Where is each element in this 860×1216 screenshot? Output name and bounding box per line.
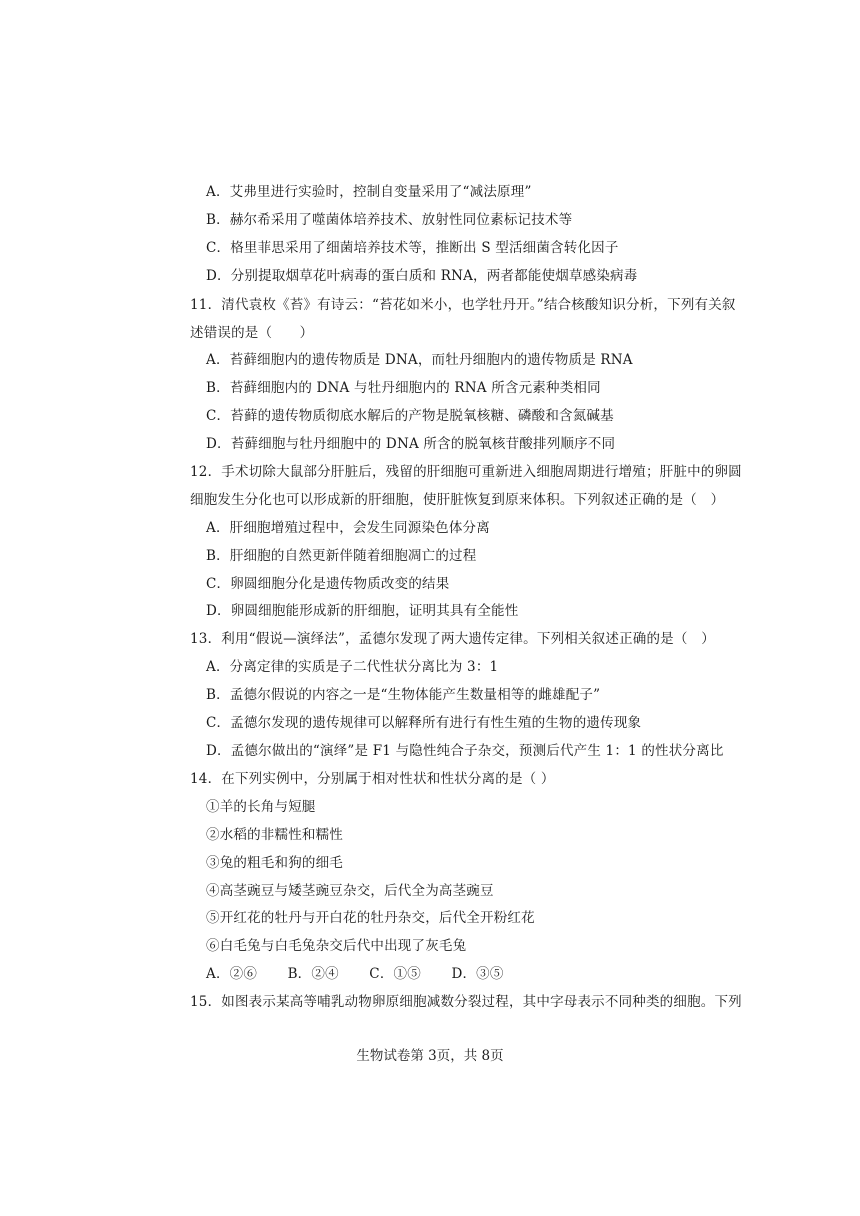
q10-option-c: C．格里菲思采用了细菌培养技术等，推断出 S 型活细菌含转化因子 [206,240,619,256]
q11-stem-line1: 11．清代袁枚《苔》有诗云：“苔花如米小，也学牡丹开。”结合核酸知识分析，下列有关叙 [190,297,736,313]
q10-option-a: A．艾弗里进行实验时，控制自变量采用了“减法原理” [206,184,532,200]
q11-option-a: A．苔藓细胞内的遗传物质是 DNA，而牡丹细胞内的遗传物质是 RNA [206,352,633,368]
q12-option-d: D．卵圆细胞能形成新的肝细胞，证明其具有全能性 [206,603,519,619]
q14-choice-d: D．③⑤ [451,966,504,982]
q10-option-d: D．分别提取烟草花叶病毒的蛋白质和 RNA，两者都能使烟草感染病毒 [206,268,638,284]
q14-choice-c: C．①⑤ [369,966,421,982]
q14-item-2: ②水稻的非糯性和糯性 [206,827,343,843]
q11-option-b: B．苔藓细胞内的 DNA 与牡丹细胞内的 RNA 所含元素种类相同 [206,380,601,396]
q12-option-b: B．肝细胞的自然更新伴随着细胞凋亡的过程 [206,548,477,564]
q10-option-b: B．赫尔希采用了噬菌体培养技术、放射性同位素标记技术等 [206,212,573,228]
q13-stem-line1: 13．利用“假说—演绎法”，孟德尔发现了两大遗传定律。下列相关叙述正确的是（ ） [190,631,715,647]
q11-stem-line2: 述错误的是（ ） [190,325,314,341]
q11-option-d: D．苔藓细胞与牡丹细胞中的 DNA 所含的脱氧核苷酸排列顺序不同 [206,436,616,452]
page-footer: 生物试卷第 3页，共 8页 [356,1048,504,1064]
q12-option-c: C．卵圆细胞分化是遗传物质改变的结果 [206,576,450,592]
q14-stem-line1: 14．在下列实例中，分别属于相对性状和性状分离的是（ ） [190,771,555,787]
q15-stem-line1: 15．如图表示某高等哺乳动物卵原细胞减数分裂过程，其中字母表示不同种类的细胞。下列 [190,994,742,1010]
q12-option-a: A．肝细胞增殖过程中，会发生同源染色体分离 [206,520,490,536]
q14-choice-b: B．②④ [287,966,339,982]
q12-stem-line1: 12．手术切除大鼠部分肝脏后，残留的肝细胞可重新进入细胞周期进行增殖；肝脏中的卵圆 [190,464,742,480]
q14-item-4: ④高茎豌豆与矮茎豌豆杂交，后代全为高茎豌豆 [206,883,494,899]
q13-option-a: A．分离定律的实质是子二代性状分离比为 3：1 [206,659,499,675]
q12-stem-line2: 细胞发生分化也可以形成新的肝细胞，使肝脏恢复到原来体积。下列叙述正确的是（ ） [190,492,725,508]
q14-item-1: ①羊的长角与短腿 [206,799,316,815]
q14-item-6: ⑥白毛兔与白毛兔杂交后代中出现了灰毛兔 [206,938,467,954]
q14-item-3: ③兔的粗毛和狗的细毛 [206,855,343,871]
q14-choice-a: A．②⑥ [206,966,258,982]
q13-option-d: D．孟德尔做出的“演绎”是 F1 与隐性纯合子杂交，预测后代产生 1：1 的性状分离比 [206,743,724,759]
q13-option-c: C．孟德尔发现的遗传规律可以解释所有进行有性生殖的生物的遗传现象 [206,715,642,731]
q11-option-c: C．苔藓的遗传物质彻底水解后的产物是脱氧核糖、磷酸和含氮碱基 [206,408,614,424]
q14-choices [206,962,530,982]
q13-option-b: B．孟德尔假说的内容之一是“生物体能产生数量相等的雌雄配子” [206,687,601,703]
q14-item-5: ⑤开红花的牡丹与开白花的牡丹杂交，后代全开粉红花 [206,910,535,926]
